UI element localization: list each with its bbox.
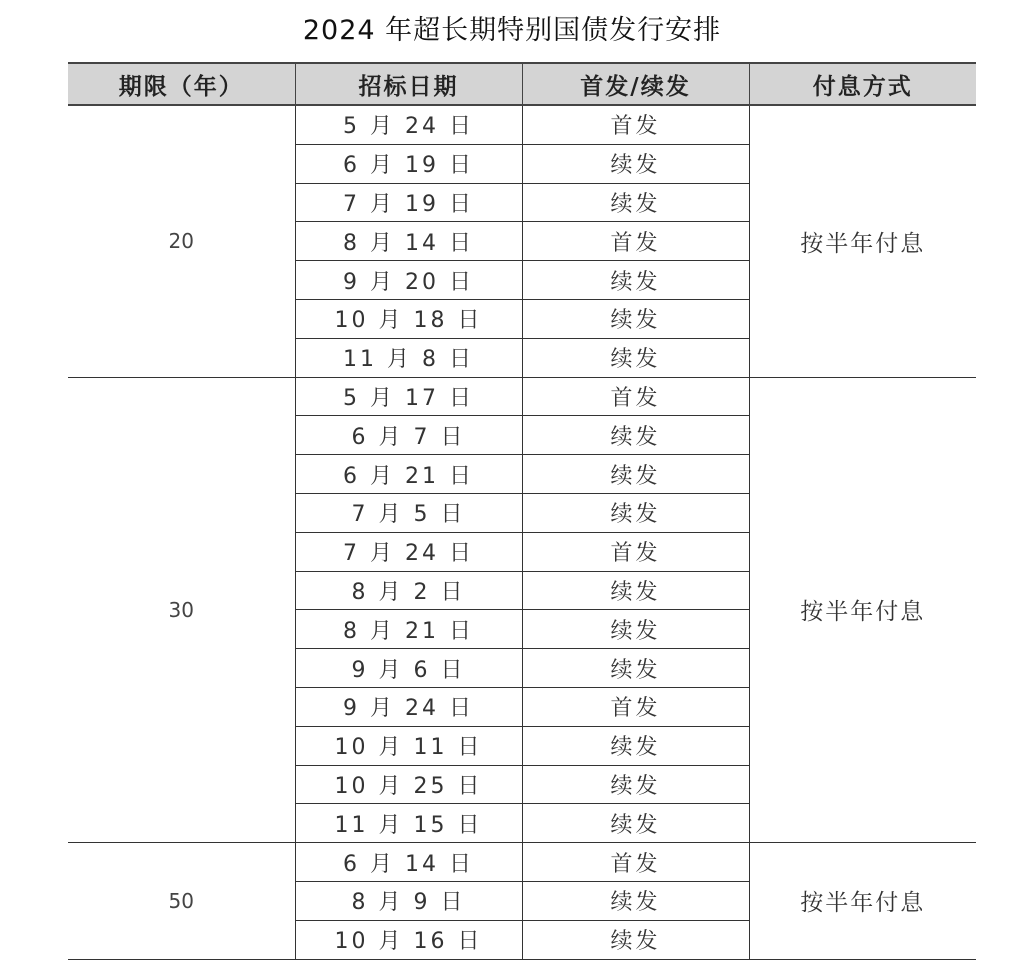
auction-date-cell: 6 月 7 日 xyxy=(295,416,522,455)
issue-type-cell: 续发 xyxy=(522,144,749,183)
payment-method-cell: 按半年付息 xyxy=(749,843,976,959)
page-title: 2024 年超长期特别国债发行安排 xyxy=(302,15,722,46)
auction-date-cell: 10 月 16 日 xyxy=(295,920,522,959)
issue-type-cell: 续发 xyxy=(522,804,749,843)
issue-type-cell: 续发 xyxy=(522,338,749,377)
auction-date-cell: 10 月 25 日 xyxy=(295,765,522,804)
issue-type-cell: 续发 xyxy=(522,183,749,222)
table-body xyxy=(68,105,976,959)
auction-date-cell: 7 月 19 日 xyxy=(295,183,522,222)
auction-date-cell: 8 月 21 日 xyxy=(295,610,522,649)
auction-date-cell: 5 月 24 日 xyxy=(295,105,522,144)
issue-type-cell: 续发 xyxy=(522,920,749,959)
auction-date-cell: 10 月 11 日 xyxy=(295,726,522,765)
issue-type-cell: 首发 xyxy=(522,532,749,571)
auction-date-cell: 7 月 5 日 xyxy=(295,493,522,532)
issue-type-cell: 续发 xyxy=(522,416,749,455)
auction-date-cell: 7 月 24 日 xyxy=(295,532,522,571)
header-issue-type: 首发/续发 xyxy=(522,63,749,105)
bond-schedule-table xyxy=(68,62,976,960)
issue-type-cell: 续发 xyxy=(522,881,749,920)
auction-date-cell: 6 月 19 日 xyxy=(295,144,522,183)
issue-type-cell: 首发 xyxy=(522,377,749,416)
term-cell: 20 xyxy=(68,105,295,377)
auction-date-cell: 6 月 21 日 xyxy=(295,455,522,494)
issue-type-cell: 续发 xyxy=(522,493,749,532)
auction-date-cell: 8 月 14 日 xyxy=(295,222,522,261)
issue-type-cell: 续发 xyxy=(522,610,749,649)
auction-date-cell: 8 月 9 日 xyxy=(295,881,522,920)
issue-type-cell: 续发 xyxy=(522,649,749,688)
issue-type-cell: 首发 xyxy=(522,843,749,882)
auction-date-cell: 9 月 20 日 xyxy=(295,261,522,300)
auction-date-cell: 5 月 17 日 xyxy=(295,377,522,416)
auction-date-cell: 11 月 15 日 xyxy=(295,804,522,843)
auction-date-cell: 11 月 8 日 xyxy=(295,338,522,377)
header-term: 期限（年） xyxy=(68,63,295,105)
payment-method-cell: 按半年付息 xyxy=(749,377,976,843)
term-cell: 50 xyxy=(68,843,295,959)
table-row xyxy=(68,843,976,882)
issue-type-cell: 续发 xyxy=(522,261,749,300)
table-row xyxy=(68,377,976,416)
auction-date-cell: 9 月 6 日 xyxy=(295,649,522,688)
auction-date-cell: 8 月 2 日 xyxy=(295,571,522,610)
issue-type-cell: 续发 xyxy=(522,299,749,338)
issue-type-cell: 续发 xyxy=(522,455,749,494)
header-auction-date: 招标日期 xyxy=(295,63,522,105)
auction-date-cell: 10 月 18 日 xyxy=(295,299,522,338)
header-payment-method: 付息方式 xyxy=(749,63,976,105)
issue-type-cell: 续发 xyxy=(522,571,749,610)
table-header-row xyxy=(68,63,976,105)
issue-type-cell: 首发 xyxy=(522,687,749,726)
table-row xyxy=(68,105,976,144)
auction-date-cell: 9 月 24 日 xyxy=(295,687,522,726)
payment-method-cell: 按半年付息 xyxy=(749,105,976,377)
issue-type-cell: 首发 xyxy=(522,105,749,144)
auction-date-cell: 6 月 14 日 xyxy=(295,843,522,882)
issue-type-cell: 续发 xyxy=(522,765,749,804)
term-cell: 30 xyxy=(68,377,295,843)
issue-type-cell: 续发 xyxy=(522,726,749,765)
issue-type-cell: 首发 xyxy=(522,222,749,261)
